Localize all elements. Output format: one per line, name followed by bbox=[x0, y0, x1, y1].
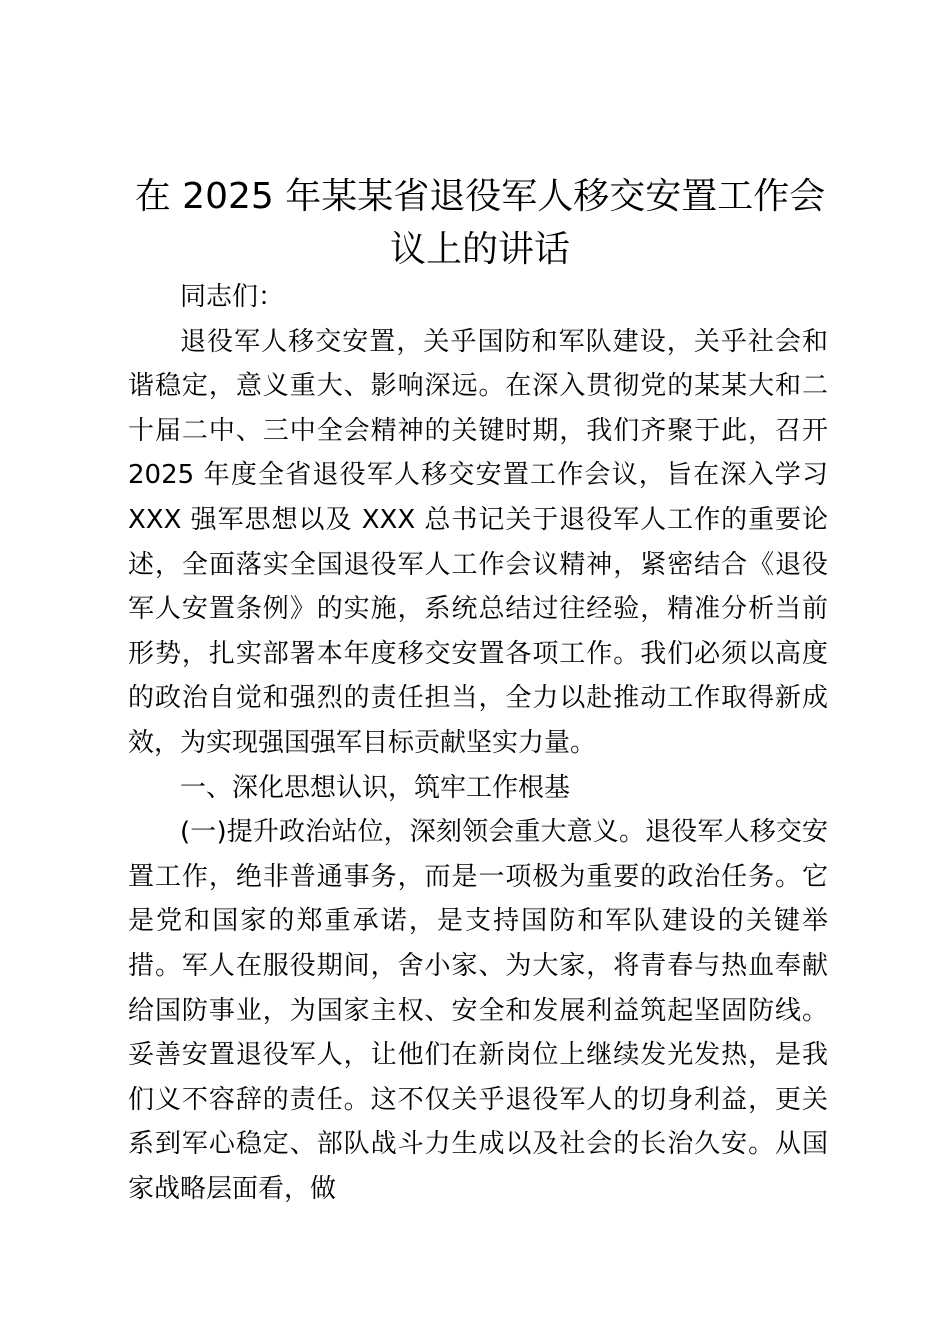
section-1-paragraph: (一)提升政治站位，深刻领会重大意义。退役军人移交安置工作，绝非普通事务，而是一项极为重要的政治任务。它是党和国家的郑重承诺，是支持国防和军队建设的关键举措。军人在服役期间，舍小家、为大家，将青春与热血奉献给国防事业，为国家主权、安全和发展利益筑起坚固防线。妥善安置退役军人，让他们在新岗位上继续发光发热，是我们义不容辞的责任。这不仅关乎退役军人的切身利益，更关系到军心稳定、部队战斗力生成以及社会的长治久安。从国家战略层面看，做 bbox=[128, 817, 828, 1204]
intro-paragraph: 退役军人移交安置，关乎国防和军队建设，关乎社会和谐稳定，意义重大、影响深远。在深入贯彻党的某某大和二十届二中、三中全会精神的关键时期，我们齐聚于此，召开 2025 年度全省退役军人移交安置工作会议，旨在深入学习 XXX 强军思想以及 XXX 总书记关于退役军人工作的重要论述，全面落实全国退役军人工作会议精神，紧密结合《退役军人安置条例》的实施，系统总结过往经验，精准分析当前形势，扎实部署本年度移交安置各项工作。我们必须以高度的政治自觉和强烈的责任担当，全力以赴推动工作取得新成效，为实现强国强军目标贡献坚实力量。 bbox=[128, 326, 828, 758]
salutation: 同志们： bbox=[180, 282, 285, 312]
document-title: 在 2025 年某某省退役军人移交安置工作会议上的讲话 bbox=[134, 176, 826, 270]
section-heading-1: 一、深化思想认识，筑牢工作根基 bbox=[180, 772, 571, 803]
document-body bbox=[128, 275, 828, 1211]
